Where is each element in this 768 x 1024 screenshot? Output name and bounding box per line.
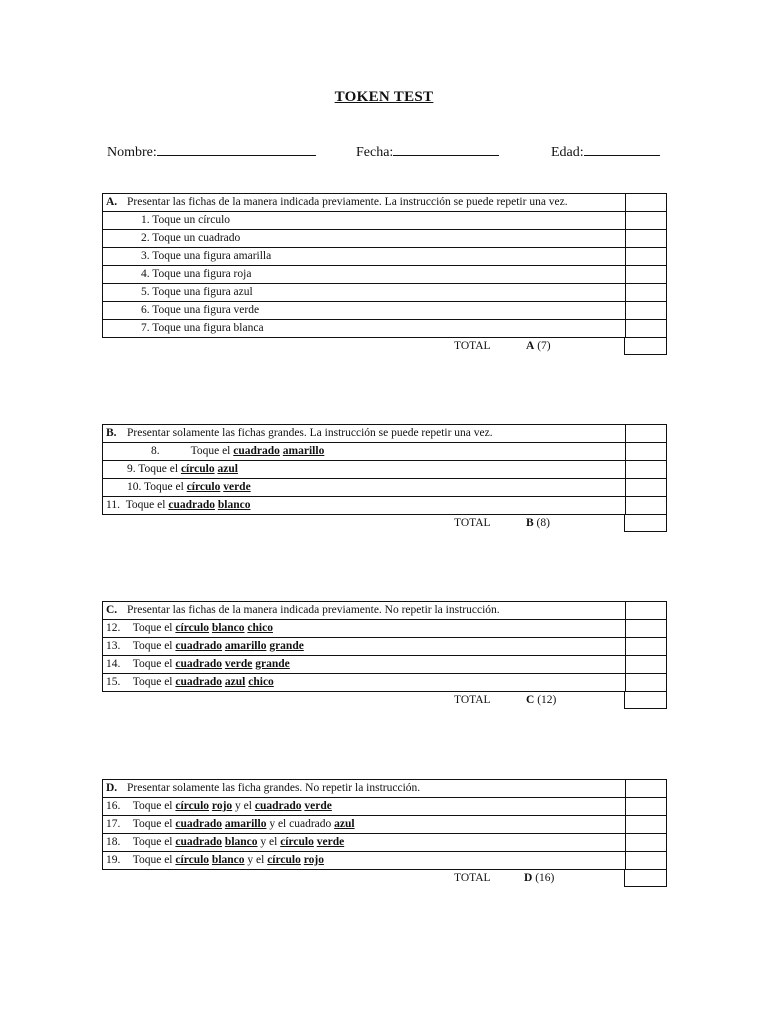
section-d-total-row — [102, 870, 667, 887]
item-num: 13. — [106, 640, 121, 652]
score-box[interactable] — [626, 834, 666, 851]
score-box[interactable] — [626, 212, 666, 229]
score-box[interactable] — [626, 284, 666, 301]
item-2: 2. Toque un cuadrado — [103, 230, 626, 247]
score-box[interactable] — [626, 780, 666, 797]
score-box[interactable] — [626, 497, 666, 514]
section-d-max: (16) — [535, 872, 555, 884]
score-box[interactable] — [626, 620, 666, 637]
item-num: 12. — [106, 622, 121, 634]
table-row — [102, 461, 667, 479]
total-score-box[interactable] — [625, 692, 667, 709]
color-word: blanco — [217, 499, 251, 511]
total-code — [524, 870, 554, 887]
table-row — [102, 248, 667, 266]
shape-word: cuadrado — [175, 640, 223, 652]
shape-word: cuadrado — [175, 818, 223, 830]
section-a-instruction: Presentar las fichas de la manera indicada previamente. La instrucción se puede repetir una vez. — [127, 196, 568, 208]
item-prefix: Toque el — [138, 463, 179, 475]
color-word: blanco — [211, 622, 245, 634]
edad-line[interactable] — [584, 142, 660, 156]
color-word: azul — [224, 676, 246, 688]
section-c-code: C — [526, 694, 535, 706]
item-num: 17. — [106, 818, 121, 830]
color-word: azul — [217, 463, 238, 475]
score-box[interactable] — [626, 479, 666, 496]
item-prefix: Toque el — [132, 658, 173, 670]
connector: y el — [247, 854, 265, 866]
fecha-field[interactable] — [356, 142, 499, 161]
color-word: blanco — [224, 836, 258, 848]
total-label: TOTAL — [454, 872, 491, 884]
shape-word: círculo — [267, 854, 301, 866]
score-box[interactable] — [626, 302, 666, 319]
table-row — [102, 266, 667, 284]
section-c-max: (12) — [537, 694, 557, 706]
score-box[interactable] — [626, 656, 666, 673]
fecha-label: Fecha: — [356, 145, 394, 160]
item-prefix: Toque el — [144, 481, 184, 493]
item-num: 15. — [106, 676, 121, 688]
item-prefix: Toque el — [132, 836, 173, 848]
score-box[interactable] — [626, 638, 666, 655]
section-a-max: (7) — [537, 340, 551, 352]
item-4: 4. Toque una figura roja — [103, 266, 626, 283]
nombre-label: Nombre: — [107, 145, 157, 160]
section-b — [102, 424, 667, 532]
size-word: grande — [269, 640, 304, 652]
section-d-instruction: Presentar solamente las ficha grandes. No repetir la instrucción. — [127, 782, 421, 794]
score-box[interactable] — [626, 320, 666, 337]
score-box[interactable] — [626, 852, 666, 869]
table-row — [102, 834, 667, 852]
total-code — [526, 515, 550, 532]
size-word: grande — [255, 658, 290, 670]
score-box[interactable] — [626, 425, 666, 442]
item-prefix: Toque el — [132, 800, 173, 812]
edad-field[interactable] — [551, 142, 660, 161]
section-b-letter: B. — [106, 427, 117, 439]
connector: y el cuadrado — [269, 818, 332, 830]
item-3: 3. Toque una figura amarilla — [103, 248, 626, 265]
item-1: 1. Toque un círculo — [103, 212, 626, 229]
color-word: verde — [224, 658, 253, 670]
color-word: rojo — [211, 800, 233, 812]
item-num: 8. — [151, 445, 160, 457]
section-b-header — [102, 424, 667, 443]
item-prefix: Toque el — [132, 818, 173, 830]
table-row — [102, 638, 667, 656]
item-num: 18. — [106, 836, 121, 848]
score-box[interactable] — [626, 194, 666, 211]
section-b-max: (8) — [536, 517, 550, 529]
table-row — [102, 798, 667, 816]
table-row — [102, 674, 667, 692]
color-word: blanco — [211, 854, 245, 866]
section-c-header — [102, 601, 667, 620]
table-row — [102, 443, 667, 461]
section-d-header — [102, 779, 667, 798]
score-box[interactable] — [626, 443, 666, 460]
item-prefix: Toque el — [132, 676, 173, 688]
nombre-field[interactable] — [107, 142, 316, 161]
shape-word: cuadrado — [175, 658, 223, 670]
item-num: 10. — [127, 481, 142, 493]
section-d — [102, 779, 667, 887]
total-score-box[interactable] — [625, 515, 667, 532]
section-c-total-row — [102, 692, 667, 709]
total-label: TOTAL — [454, 694, 491, 706]
table-row — [102, 212, 667, 230]
score-box[interactable] — [626, 230, 666, 247]
color-word: azul — [334, 818, 355, 830]
shape-word: círculo — [280, 836, 314, 848]
color-word: verde — [223, 481, 251, 493]
score-box[interactable] — [626, 461, 666, 478]
color-word: amarillo — [224, 640, 267, 652]
score-box[interactable] — [626, 266, 666, 283]
item-prefix: Toque el — [190, 445, 231, 457]
shape-word: cuadrado — [168, 499, 215, 511]
table-row — [102, 656, 667, 674]
table-row — [102, 320, 667, 338]
section-a-header — [102, 193, 667, 212]
page-title: TOKEN TEST — [334, 89, 434, 105]
color-word: verde — [304, 800, 332, 812]
total-score-box[interactable] — [625, 870, 667, 887]
section-c-instruction: Presentar las fichas de la manera indicada previamente. No repetir la instrucción. — [127, 604, 500, 616]
table-row — [102, 284, 667, 302]
shape-word: círculo — [180, 463, 215, 475]
section-b-instruction: Presentar solamente las fichas grandes. La instrucción se puede repetir una vez. — [127, 427, 493, 439]
color-word: verde — [316, 836, 345, 848]
size-word: chico — [248, 676, 274, 688]
total-label: TOTAL — [454, 517, 491, 529]
score-box[interactable] — [626, 816, 666, 833]
shape-word: círculo — [175, 800, 210, 812]
shape-word: círculo — [186, 481, 221, 493]
section-a — [102, 193, 667, 355]
table-row — [102, 620, 667, 638]
section-a-letter: A. — [106, 196, 118, 208]
table-row — [102, 479, 667, 497]
table-row — [102, 852, 667, 870]
table-row — [102, 816, 667, 834]
nombre-line[interactable] — [157, 142, 316, 156]
connector: y el — [260, 836, 278, 848]
item-num: 11. — [106, 499, 120, 511]
table-row — [102, 302, 667, 320]
item-prefix: Toque el — [132, 640, 173, 652]
item-5: 5. Toque una figura azul — [103, 284, 626, 301]
color-word: amarillo — [224, 818, 267, 830]
section-b-total-row — [102, 515, 667, 532]
shape-word: círculo — [175, 854, 210, 866]
item-6: 6. Toque una figura verde — [103, 302, 626, 319]
total-code — [526, 338, 551, 355]
section-d-code: D — [524, 872, 533, 884]
color-word: amarillo — [282, 445, 325, 457]
total-label: TOTAL — [454, 340, 491, 352]
item-prefix: Toque el — [132, 622, 173, 634]
score-box[interactable] — [626, 798, 666, 815]
section-b-code: B — [526, 517, 534, 529]
item-7: 7. Toque una figura blanca — [103, 320, 626, 337]
score-box[interactable] — [626, 248, 666, 265]
total-score-box[interactable] — [625, 338, 667, 355]
fecha-line[interactable] — [393, 142, 499, 156]
section-a-total-row — [102, 338, 667, 355]
total-code — [526, 692, 556, 709]
item-prefix: Toque el — [125, 499, 166, 511]
shape-word: círculo — [175, 622, 210, 634]
section-c — [102, 601, 667, 709]
shape-word: cuadrado — [233, 445, 280, 457]
table-row — [102, 497, 667, 515]
section-a-code: A — [526, 340, 535, 352]
score-box[interactable] — [626, 674, 666, 691]
item-num: 16. — [106, 800, 121, 812]
connector: y el — [235, 800, 252, 812]
size-word: chico — [247, 622, 273, 634]
shape-word: cuadrado — [175, 676, 223, 688]
item-prefix: Toque el — [132, 854, 173, 866]
color-word: rojo — [303, 854, 324, 866]
section-c-letter: C. — [106, 604, 118, 616]
item-num: 14. — [106, 658, 121, 670]
section-d-letter: D. — [106, 782, 118, 794]
edad-label: Edad: — [551, 145, 584, 160]
item-num: 9. — [127, 463, 136, 475]
shape-word: cuadrado — [175, 836, 223, 848]
item-num: 19. — [106, 854, 121, 866]
table-row — [102, 230, 667, 248]
shape-word: cuadrado — [254, 800, 302, 812]
score-box[interactable] — [626, 602, 666, 619]
